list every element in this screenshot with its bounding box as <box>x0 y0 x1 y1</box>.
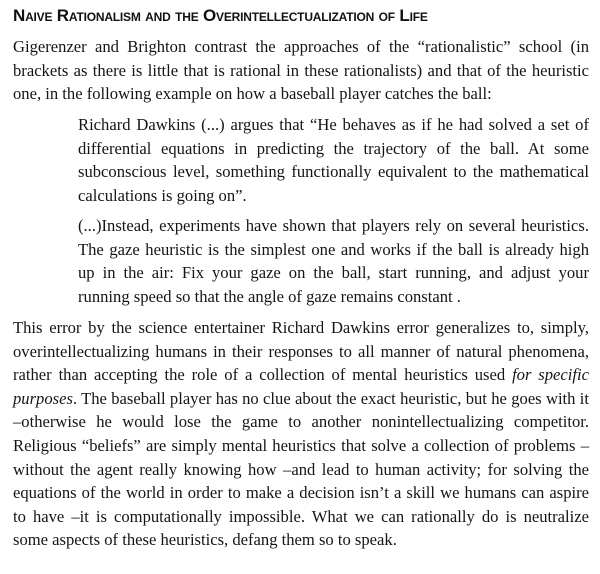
closing-paragraph <box>13 316 589 552</box>
emphasis-text: for specific purposes <box>13 365 589 408</box>
closing-text-part2: . The baseball player has no clue about the exact heuristic, but he goes with it –otherwise he would lose the game to another nonintellectualizing competitor. Religious “beliefs” are simply mental heuristics that solve a collection of problems –without the agent really knowing how –and lead to human activity; for solving the equations of the world in order to make a decision isn’t a skill we humans can aspire to have –it is computationally impossible. What we can rationally do is neutralize some aspects of these heuristics, defang them so to speak. <box>13 388 589 550</box>
block-quote-first: Richard Dawkins (...) argues that “He behaves as if he had solved a set of differential equations in predicting the trajectory of the ball. At some subconscious level, something functionally equivalent to the mathematical calculations is going on”. <box>78 115 589 205</box>
intro-paragraph: Gigerenzer and Brighton contrast the approaches of the “rationalistic” school (in brackets as there is little that is rational in these rationalists) and that of the heuristic one, in the following example on how a baseball player catches the ball: <box>13 37 589 104</box>
block-quote-second: (...)Instead, experiments have shown that players rely on several heuristics. The gaze heuristic is the simplest one and works if the ball is already high up in the air: Fix your gaze on the ball, start running, and adjust your running speed so that the angle of gaze remains constant . <box>78 216 589 306</box>
closing-text-part1: This error by the science entertainer Richard Dawkins error generalizes to, simply, overintellectualizing humans in their responses to all manner of natural phenomena, rather than accepting the role of a collection of mental heuristics used <box>13 318 589 385</box>
section-heading: Naive Rationalism and the Overintellectualization of Life <box>13 6 428 25</box>
